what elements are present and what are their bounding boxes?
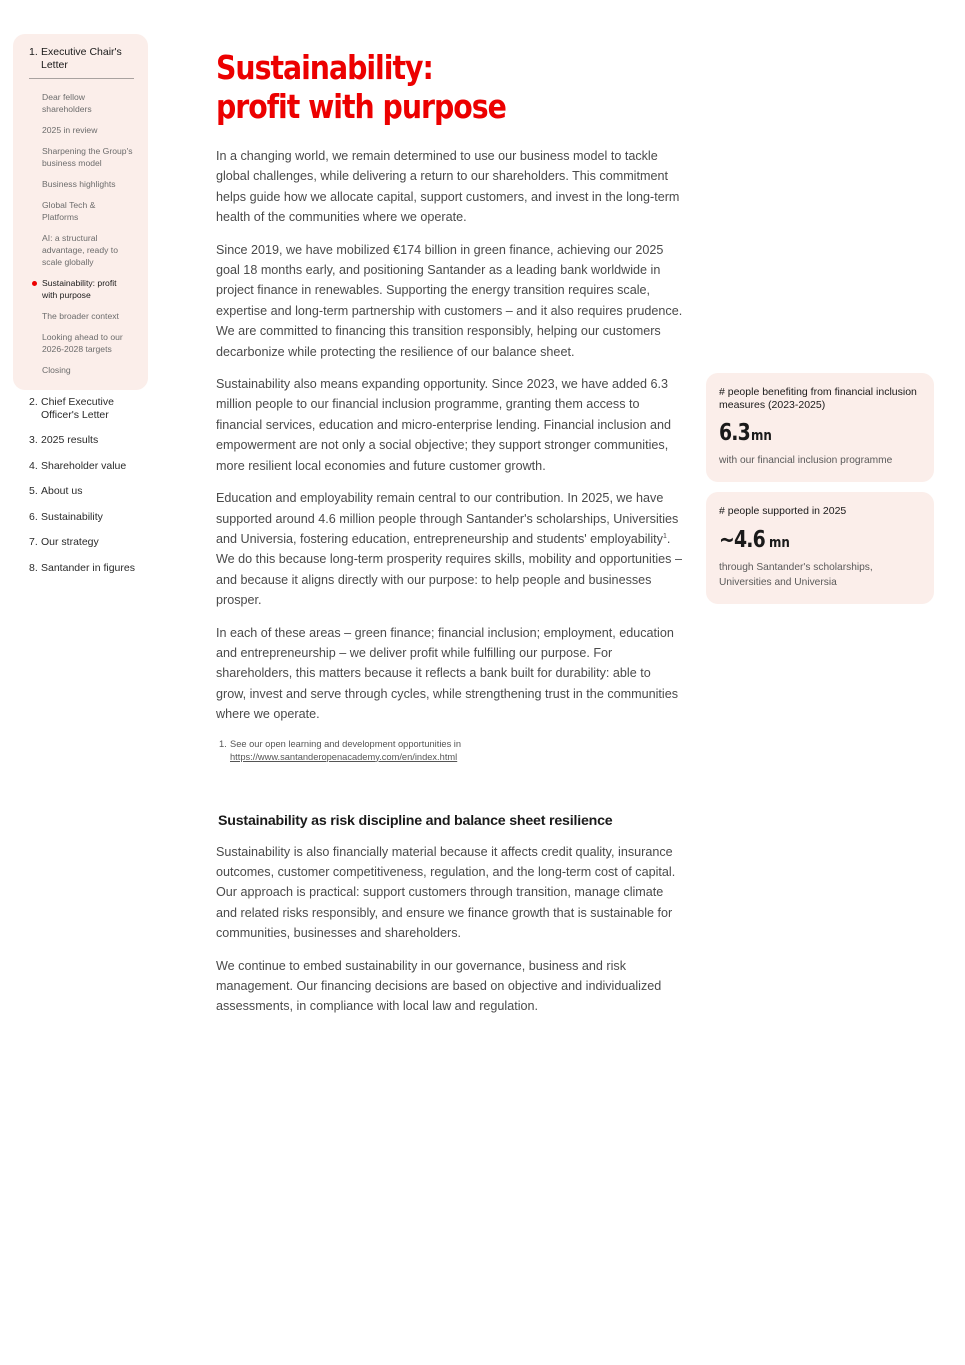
sub-item-sharpening-business-model[interactable]: Sharpening the Group's business model [42, 146, 133, 168]
footnote: 1. See our open learning and development opportunities in https://www.santanderopenacademy.com/en/index.html [219, 738, 462, 762]
chapter-7-link[interactable]: 7. Our strategy [29, 536, 99, 548]
article-content [216, 48, 684, 1029]
active-chapter-panel [13, 34, 148, 390]
paragraph: In a changing world, we remain determined to use our business model to tackle global challenges, while delivering a return to our shareholders. This commitment helps guide how we allocate capital, support customers, and invest in the long-term health of the communities where we operate. [216, 149, 680, 225]
chapter-1-link[interactable] [29, 46, 134, 79]
chapter-8-link[interactable]: 8. Santander in figures [29, 561, 135, 574]
active-indicator-dot [32, 281, 37, 286]
sub-item-looking-ahead-targets[interactable]: Looking ahead to our 2026-2028 targets [42, 332, 123, 354]
chapter-3-link[interactable]: 3. 2025 results [29, 434, 99, 446]
paragraph: We continue to embed sustainability in our governance, business and risk management. Our financing decisions are based on objective and individualized assessments, in compliance with local law and regulation. [216, 958, 662, 1014]
sub-item-closing[interactable]: Closing [42, 365, 71, 375]
paragraph: Since 2019, we have mobilized €174 billion in green finance, achieving our 2025 goal 18 months early, and positioning Santander as a leading bank worldwide in project finance in renewables. Supporting the energy transition requires scale, expertise and long-term partnership with customers – and it also requires prudence. We are committed to financing this transition responsibly, helping our customers decarbonize while protecting the resilience of our balance sheet. [216, 242, 683, 359]
sub-item-dear-fellow-shareholders[interactable]: Dear fellow shareholders [42, 92, 92, 114]
chapter-list [13, 396, 148, 574]
chapter-6-link[interactable]: 6. Sustainability [29, 510, 103, 523]
chapter-5-link[interactable]: 5. About us [29, 485, 83, 497]
stat-card-people-supported [706, 492, 934, 604]
sub-item-2025-in-review[interactable]: 2025 in review [42, 125, 98, 135]
stat-label: # people supported in 2025 [719, 505, 847, 517]
paragraph: Sustainability also means expanding opportunity. Since 2023, we have added 6.3 million people to our financial inclusion programme, granting them access to financial services, education and micro-enterprise lending. Financial inclusion and empowerment are not only a social objective; they support stronger communities, more resilient local economies and future customer growth. [216, 377, 672, 473]
chapter-4-link[interactable]: 4. Shareholder value [29, 459, 127, 472]
chapter-label: Executive Chair's Letter [41, 46, 122, 71]
sub-item-global-tech-platforms[interactable]: Global Tech & Platforms [42, 200, 96, 222]
sub-item-ai-structural-advantage[interactable]: AI: a structural advantage, ready to scale globally [42, 233, 118, 267]
sub-section-list [29, 91, 134, 376]
stat-value: ~4.6 mn [719, 526, 790, 553]
stat-description: through Santander's scholarships, Universities and Universia [719, 561, 873, 588]
chapter-number: 1. [29, 46, 38, 58]
paragraph: Education and employability remain central to our contribution. In 2025, we have supported around 4.6 million people through Santander's scholarships, Universities and Universia, fostering education, entrepreneurship and students' employability$^1$. We do this because long-term prosperity requires skills, mobility and opportunities – and because it aligns directly with our purpose: to help people and businesses prosper. [216, 491, 682, 608]
section-heading: Sustainability as risk discipline and balance sheet resilience [218, 812, 613, 829]
footnote-ref[interactable]: 1 [662, 532, 667, 540]
sidebar-nav [13, 34, 148, 587]
sub-item-business-highlights[interactable]: Business highlights [42, 179, 116, 189]
chapter-2-link[interactable]: 2. Chief Executive Officer's Letter [29, 396, 114, 421]
stat-description: with our financial inclusion programme [719, 455, 893, 466]
footnote-link[interactable]: https://www.santanderopenacademy.com/en/index.html [230, 751, 458, 762]
sub-item-broader-context[interactable]: The broader context [42, 311, 119, 321]
paragraph: Sustainability is also financially material because it affects credit quality, insurance outcomes, customer competitiveness, regulation, and the long-term cost of capital. Our approach is practical: support customers through transition, manage climate and related risks responsibly, and ensure we finance growth that is sustainable for communities, businesses and shareholders. [216, 844, 676, 941]
page-title: Sustainability: profit with purpose [216, 48, 506, 126]
sub-item-sustainability-profit-purpose[interactable]: Sustainability: profit with purpose [29, 277, 134, 301]
paragraph: In each of these areas – green finance; financial inclusion; employment, education and entrepreneurship – we deliver profit while fulfilling our purpose. For shareholders, this matters because it reflects a bank built for durability: able to grow, invest and serve through cycles, while strengthening trust in the communities where we operate. [216, 625, 679, 722]
stat-value: 6.3mn [719, 420, 772, 446]
stat-card-financial-inclusion [706, 373, 934, 482]
stat-label: # people benefiting from financial inclusion measures (2023-2025) [719, 386, 917, 411]
